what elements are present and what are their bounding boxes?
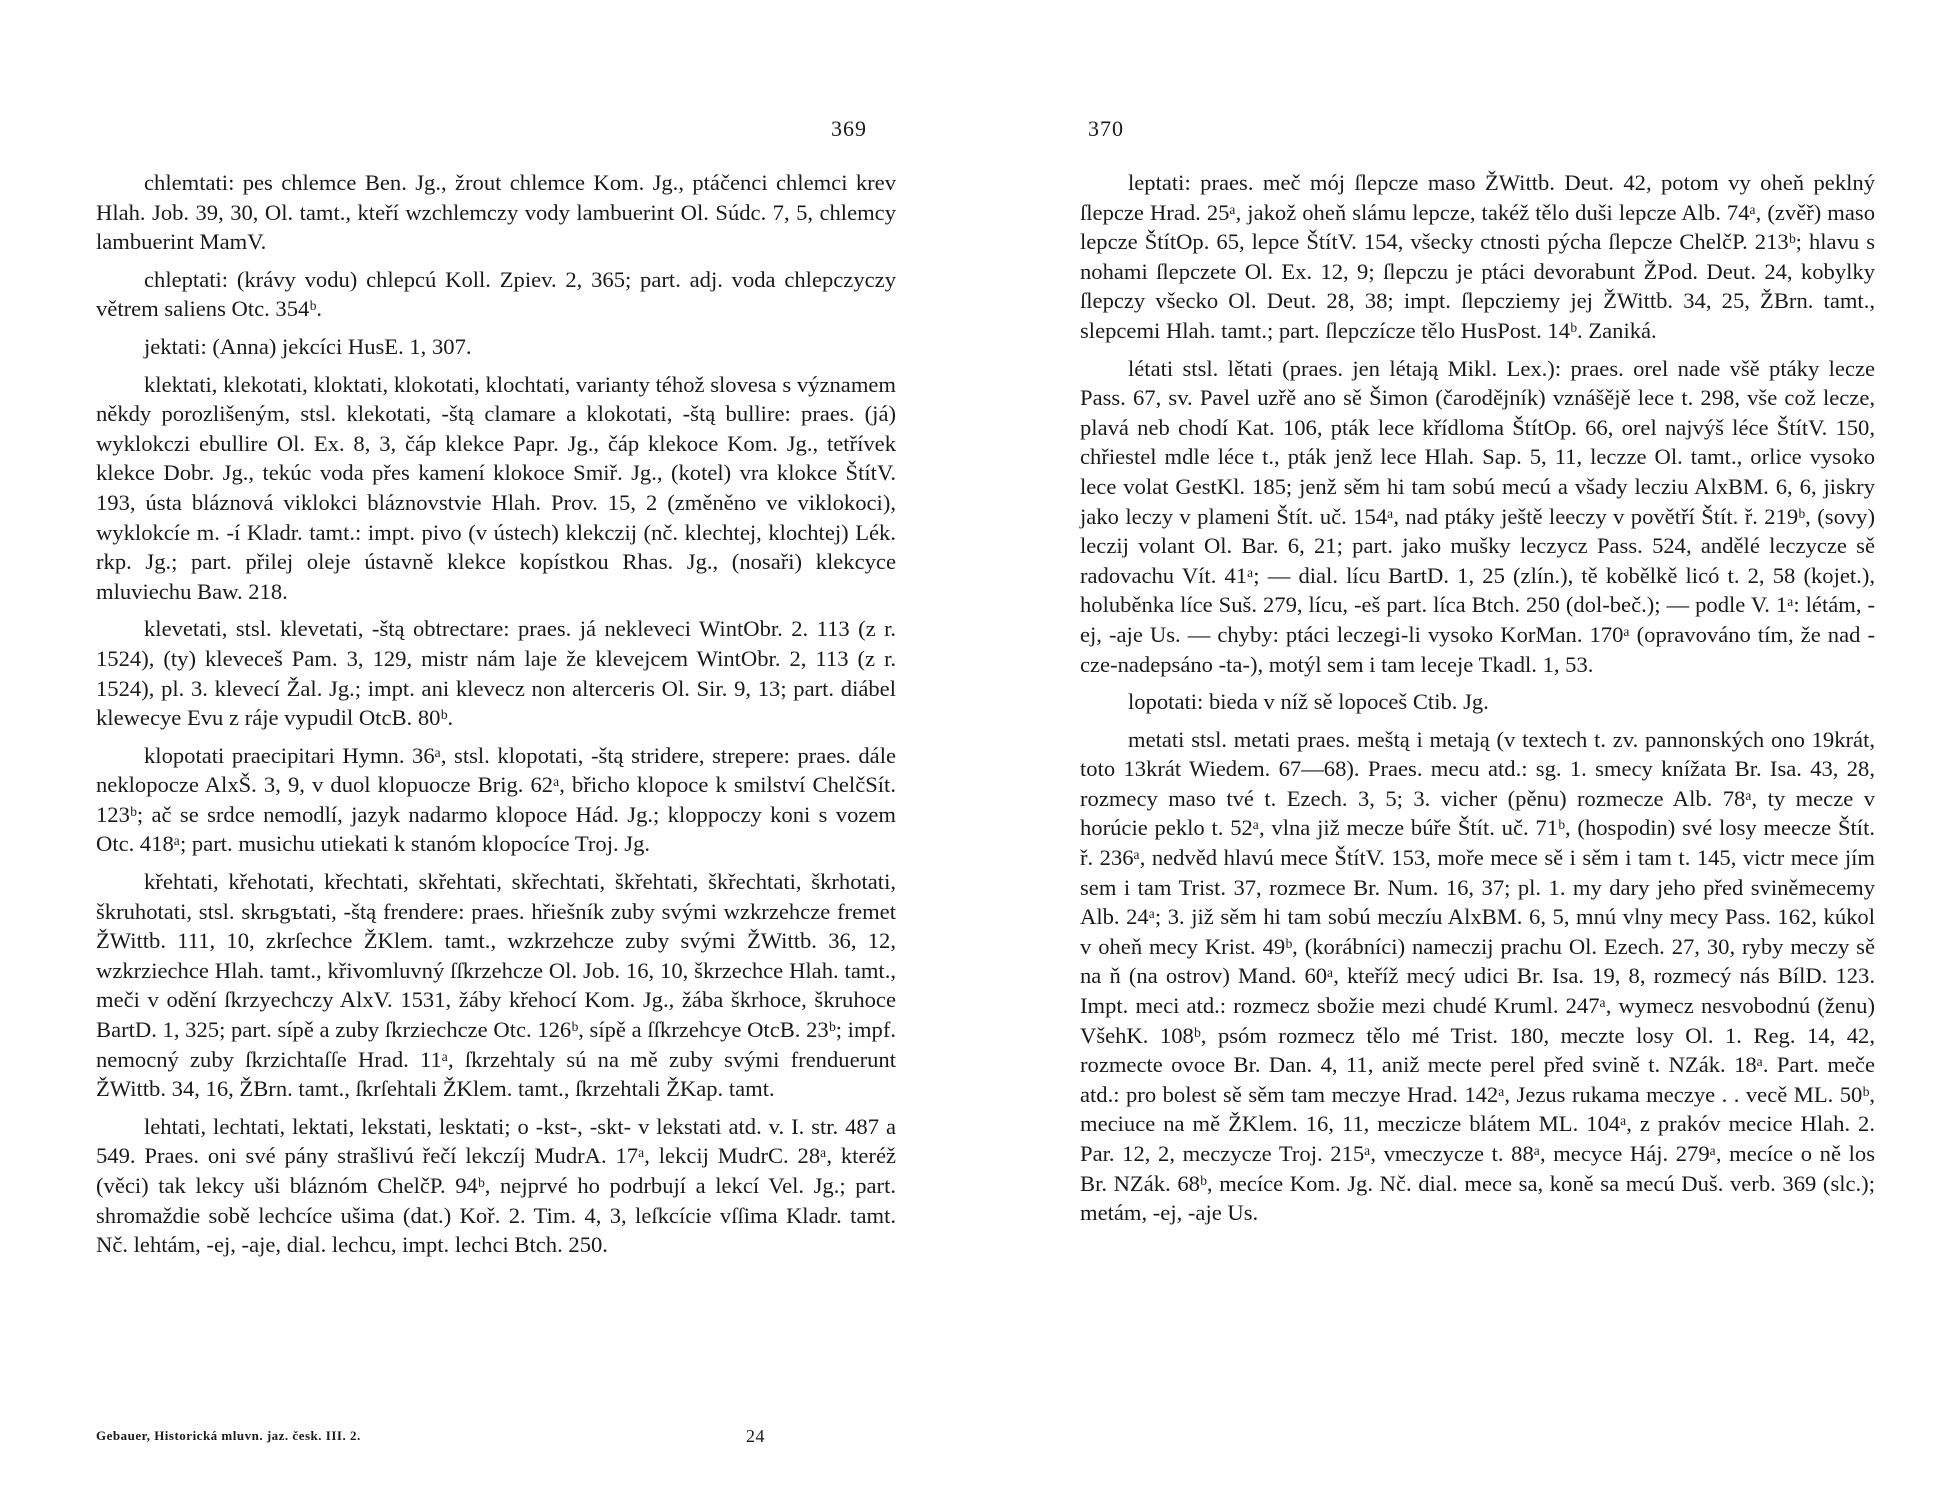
right-page	[1080, 0, 1875, 1500]
page-footer	[96, 1428, 896, 1444]
page-body	[96, 168, 896, 1268]
entry-lehtati: lehtati, lechtati, lektati, lekstati, lesktati; o -kst-, -skt- v lekstati atd. v. I. str. 487 a 549. Praes. oni své pány strašlivú řečí lekczíj MudrA. 17ᵃ, lekcij MudrC. 28ᵃ, kteréž (věci) tak lekcy uši bláznóm ChelčP. 94ᵇ, nejprvé ho podrbují a lekcí Vel. Jg.; part. shromaždie sobě lechcíce ušima (dat.) Koř. 2. Tim. 4, 3, leſkcície vſſima Kladr. tamt. Nč. lehtám, -ej, -aje, dial. lechcu, impt. lechci Btch. 250.	[96, 1113, 896, 1258]
entry-letati: létati stsl. lětati (praes. jen létają Mikl. Lex.): praes. orel nade všě ptáky lecze Pass. 67, sv. Pavel uzřě ano sě Šimon (čarodějník) vznášějě lece t. 298, vše což lecze, plavá neb chodí Kat. 106, pták lece křídloma ŠtítOp. 66, orel najvýš léce ŠtítV. 150, chřiestel mdle léce t., pták jenž lece Hlah. Sap. 5, 11, leczze Ol. tamt., orlice vysoko lece volat GestKl. 185; jenž sěm hi tam sobú mecú a všady lecziu AlxBM. 6, 6, jiskry jako leczy v plameni Štít. uč. 154ᵃ, nad ptáky ještě leeczy v povětří Štít. ř. 219ᵇ, (sovy) leczij volant Ol. Bar. 6, 21; part. jako mušky leczycz Pass. 524, andělé leczycze sě radovachu Vít. 41ᵃ; — dial. lícu BartD. 1, 25 (zlín.), tě kobělkě licó t. 2, 58 (kojet.), holuběnka líce Suš. 279, lícu, -eš part. líca Btch. 250 (dol-beč.); — podle V. 1ᵃ: létám, -ej, -aje Us. — chyby: ptáci leczegi-li vysoko KorMan. 170ᵃ (opravováno tím, že nad -cze-nadepsáno -ta-), motýl sem i tam leceje Tkadl. 1, 53.	[1080, 355, 1875, 677]
entry-leptati: leptati: praes. meč mój ſlepcze maso ŽWittb. Deut. 42, potom vy oheň peklný ſlepcze Hrad. 25ᵃ, jakož oheň slámu lepcze, takéž tělo duši lepcze Alb. 74ᵃ, (zvěř) maso lepcze ŠtítOp. 65, lepce ŠtítV. 154, všecky ctnosti pýcha ſlepcze ChelčP. 213ᵇ; hlavu s nohami ſlepczete Ol. Ex. 12, 9; ſlepczu je ptáci devorabunt ŽPod. Deut. 24, kobylky ſlepczy všecko Ol. Deut. 28, 38; impt. ſlepcziemy jej ŽWittb. 34, 25, ŽBrn. tamt., slepcemi Hlah. tamt.; part. ſlepczícze tělo HusPost. 14ᵇ. Zaniká.	[1080, 170, 1875, 343]
entry-metati: metati stsl. metati praes. meštą i metają (v textech t. zv. pannonských ono 19krát, toto 13krát Wiedem. 67—68). Praes. mecu atd.: sg. 1. smecy knížata Br. Isa. 43, 28, rozmecy maso tvé t. Ezech. 3, 5; 3. vicher (pěnu) rozmecze Alb. 78ᵃ, ty mecze v horúcie peklo t. 52ᵃ, vlna již mecze búře Štít. uč. 71ᵇ, (hospodin) své losy meecze Štít. ř. 236ᵃ, nedvěd hlavú mece ŠtítV. 153, moře mece sě i sěm i tam t. 145, victr mece jím sem i tam Trist. 37, rozmece Br. Num. 16, 37; pl. 1. my dary jeho před sviněmecemy Alb. 24ᵃ; 3. již sěm hi tam sobú meczíu AlxBM. 6, 5, mnú vlny mecy Pass. 162, kúkol v oheň mecy Krist. 49ᵇ, (korábníci) nameczij prachu Ol. Ezech. 27, 30, ryby meczy sě na ň (na ostrov) Mand. 60ᵃ, kteříž mecý udici Br. Isa. 19, 8, rozmecý nás BílD. 123. Impt. meci atd.: rozmecz sbožie mezi chudé Kruml. 247ᵃ, wymecz nesvobodnú (ženu) VšehK. 108ᵇ, psóm rozmecz tělo mé Trist. 180, meczte losy Ol. 1. Reg. 14, 42, rozmecte ovoce Br. Dan. 4, 11, aniž mecte perel před svině t. NZák. 18ᵃ. Part. meče atd.: pro bolest sě sěm tam meczye Hrad. 142ᵃ, Jezus rukama meczye . . vecě ML. 50ᵇ, meciuce na mě ŽKlem. 16, 11, meczicze blátem ML. 104ᵃ, z prakóv mecice Hlah. 2. Par. 12, 2, meczycze Troj. 215ᵃ, vmeczycze t. 88ᵃ, mecyce Háj. 279ᵃ, mecíce o ně los Br. NZák. 68ᵇ, mecíce Kom. Jg. Nč. dial. mece sa, koně sa mecú Duš. verb. 369 (slc.); metám, -ej, -aje Us.	[1080, 726, 1875, 1226]
left-page	[96, 0, 896, 1500]
entry-klevetati: klevetati, stsl. klevetati, -štą obtrectare: praes. já nekleveci WintObr. 2. 113 (z r. 1524), (ty) kleveceš Pam. 3, 129, mistr nám laje že klevejcem WintObr. 2, 113 (z r. 1524), pl. 3. klevecí Žal. Jg.; impt. ani klevecz non alterceris Ol. Sir. 9, 13; part. diábel klewecye Evu z ráje vypudil OtcB. 80ᵇ.	[96, 616, 896, 731]
page-number: 369	[831, 116, 867, 141]
signature-mark: 24	[746, 1426, 765, 1446]
page-number: 370	[1088, 116, 1124, 141]
entry-krehtati: křehtati, křehotati, křechtati, skřehtati, skřechtati, škřehtati, škřechtati, škrhotati, škruhotati, stsl. skrьgъtati, -štą frendere: praes. hřiešník zuby svými wzkrzehcze fremet ŽWittb. 111, 10, zkrſechce ŽKlem. tamt., wzkrzehcze zuby svými ŽWittb. 36, 12, wzkrziechce Hlah. tamt., křivomluvný ſſkrzehcze Ol. Job. 16, 10, škrzechce Hlah. tamt., meči v odění ſkrzyechczy AlxV. 1531, žáby křehocí Kom. Jg., žába škrhoce, škruhoce BartD. 1, 325; part. sípě a zuby ſkrziechcze Otc. 126ᵇ, sípě a ſſkrzehcye OtcB. 23ᵇ; impf. nemocný zuby ſkrzichtaſſe Hrad. 11ᵃ, ſkrzehtaly sú na mě zuby svými frenduerunt ŽWittb. 34, 16, ŽBrn. tamt., ſkrſehtali ŽKlem. tamt., ſkrzehtali ŽKap. tamt.	[96, 869, 896, 1102]
entry-klopotati: klopotati praecipitari Hymn. 36ᵃ, stsl. klopotati, -štą stridere, strepere: praes. dále neklopocze AlxŠ. 3, 9, v duol klopuocze Brig. 62ᵃ, břicho klopoce k smilství ChelčSít. 123ᵇ; ač se srdce nemodlí, jazyk nadarmo klopoce Hád. Jg.; kloppoczy koni s vozem Otc. 418ᵃ; part. musichu utiekati k stanóm klopocíce Troj. Jg.	[96, 742, 896, 857]
footer-citation: Gebauer, Historická mluvn. jaz. česk. III. 2.	[96, 1428, 361, 1443]
entry-lopotati: lopotati: bieda v níž sě lopoceš Ctib. Jg.	[1128, 689, 1489, 715]
entry-chlemtati: chlemtati: pes chlemce Ben. Jg., žrout chlemce Kom. Jg., ptáčenci chlemci krev Hlah. Job. 39, 30, Ol. tamt., kteří wzchlemczy vody lambuerint Ol. Súdc. 7, 5, chlemcy lambuerint MamV.	[96, 170, 896, 255]
entry-klektati: klektati, klekotati, kloktati, klokotati, klochtati, varianty téhož slovesa s významem někdy porozlišeným, stsl. klekotati, -štą clamare a klokotati, -štą bullire: praes. (já) wyklokczi ebullire Ol. Ex. 8, 3, čáp klekce Papr. Jg., čáp klekoce Kom. Jg., tetřívek klekce Dobr. Jg., tekúc voda přes kamení klokoce Smiř. Jg., (kotel) vra klokce ŠtítV. 193, ústa bláznová viklokci bláznovstvie Hlah. Prov. 15, 2 (změněno ve viklokoci), wyklokcíe m. -í Kladr. tamt.: impt. pivo (v ústech) klekczij (nč. klechtej, klochtej) Lék. rkp. Jg.; part. přilej oleje ústavně klekce kopístkou Rhas. Jg., (nosaři) klekcyce mluviechu Baw. 218.	[96, 371, 896, 604]
page-body	[1080, 168, 1875, 1236]
entry-jektati: jektati: (Anna) jekcíci HusE. 1, 307.	[144, 333, 472, 359]
entry-chleptati: chleptati: (krávy vodu) chlepcú Koll. Zpiev. 2, 365; part. adj. voda chlepczyczy větrem saliens Otc. 354ᵇ.	[96, 266, 896, 322]
